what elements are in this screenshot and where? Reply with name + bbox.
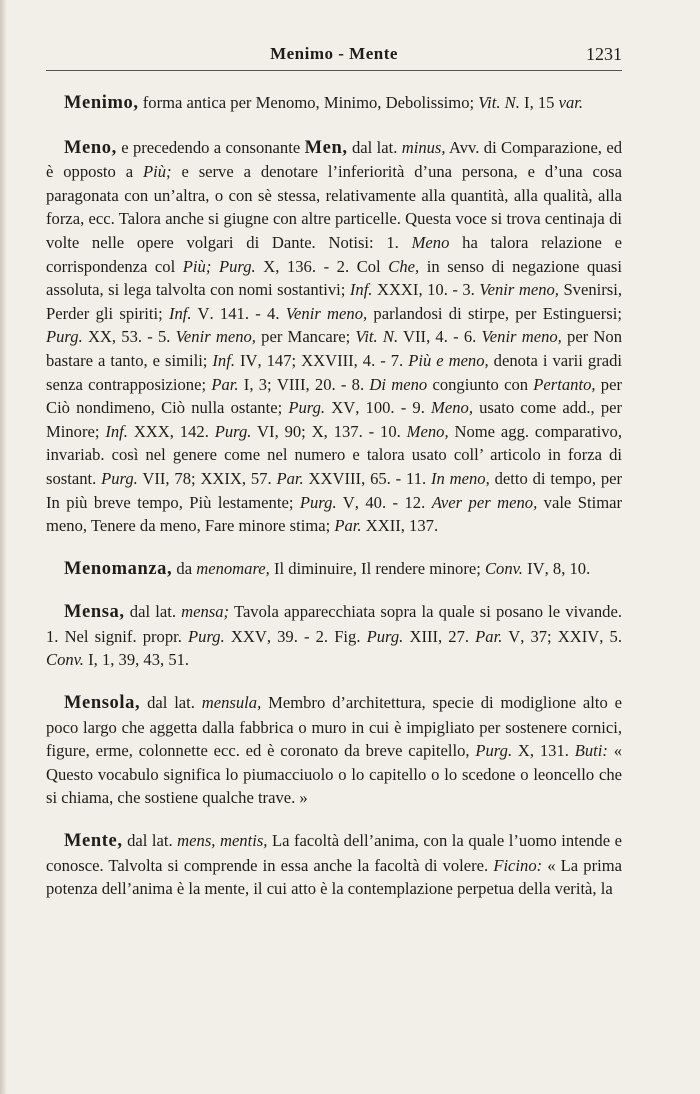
entry-headword: Mente, bbox=[64, 831, 123, 852]
body-text: per Mancare; bbox=[255, 327, 356, 347]
entry-meno bbox=[46, 136, 622, 538]
italic-text: Venir meno, bbox=[481, 327, 562, 347]
entry-mensola bbox=[46, 691, 622, 810]
roman-numeral: IV bbox=[235, 350, 258, 370]
body-text: « La prima potenza dell’anima è la mente, il cui atto è la contemplazione perpetua della verità, la bbox=[46, 855, 622, 899]
italic-text: Purg. bbox=[214, 421, 252, 441]
roman-numeral: XXII bbox=[361, 516, 401, 536]
roman-numeral: V bbox=[336, 492, 355, 512]
body-text: per Ciò nondimeno, Ciò nulla ostante; bbox=[46, 374, 622, 418]
italic-text: In meno, bbox=[430, 468, 490, 488]
body-text: dal lat. bbox=[124, 602, 182, 622]
roman-numeral: VII bbox=[398, 327, 427, 347]
italic-text: Venir meno, bbox=[175, 327, 256, 347]
body-text: , 39. - 2. Fig. bbox=[266, 626, 367, 646]
body-text: , 37; bbox=[520, 626, 558, 646]
italic-text: Purg. bbox=[101, 468, 138, 488]
roman-numeral: V bbox=[191, 303, 210, 323]
body-text: parlandosi di stirpe, per Estinguersi; bbox=[367, 303, 622, 323]
italic-text: minus, bbox=[401, 137, 446, 157]
body-text: Tavola apparecchiata sopra la quale si posano le vivande. 1. Nel signif. propr. bbox=[46, 602, 622, 646]
body-text: da bbox=[172, 558, 197, 578]
body-text: , 137. bbox=[400, 516, 439, 536]
entry-headword: Meno, bbox=[64, 137, 117, 158]
bold-variant: Men, bbox=[304, 137, 348, 158]
body-text: , 1, 39, 43, 51. bbox=[93, 650, 190, 670]
italic-text: Purg. bbox=[188, 626, 225, 646]
roman-numeral: VI bbox=[251, 421, 275, 441]
roman-numeral: V bbox=[502, 626, 521, 646]
italic-text: Ficino: bbox=[493, 855, 543, 875]
roman-numeral: XXX bbox=[127, 421, 170, 441]
body-text: , 90; bbox=[274, 421, 312, 441]
page-header bbox=[46, 0, 622, 71]
body-text: , 53. - 5. bbox=[111, 327, 176, 347]
italic-text: var. bbox=[558, 93, 584, 112]
italic-text: Par. bbox=[276, 468, 304, 488]
roman-numeral: IV bbox=[522, 558, 545, 578]
roman-numeral: XXXI bbox=[372, 280, 419, 300]
body-text: , 3; bbox=[249, 374, 277, 394]
italic-text: Purg. bbox=[288, 398, 326, 418]
italic-text: Meno, bbox=[431, 398, 473, 418]
italic-text: Inf. bbox=[105, 421, 128, 441]
italic-text: Venir meno, bbox=[285, 303, 368, 323]
body-text: per Non bastare a tanto, e simili; bbox=[46, 327, 622, 370]
body-text: , 8, 10. bbox=[544, 558, 591, 578]
roman-numeral: I bbox=[519, 93, 530, 112]
italic-text: Inf. bbox=[212, 350, 235, 370]
italic-text: Più; Purg. bbox=[182, 256, 256, 276]
roman-numeral: VII bbox=[137, 468, 166, 488]
italic-text: Inf. bbox=[349, 280, 373, 300]
body-text: congiunto con bbox=[427, 374, 534, 394]
roman-numeral: XXVIII bbox=[303, 468, 362, 488]
body-text: , 15 bbox=[529, 93, 559, 112]
entry-list bbox=[46, 91, 622, 901]
italic-text: Conv. bbox=[484, 558, 523, 578]
body-text: forma antica per Menomo, Minimo, Debolissimo; bbox=[138, 93, 479, 112]
body-text: usato come add., per Minore; bbox=[46, 398, 623, 441]
body-text: , 78; bbox=[165, 468, 201, 488]
body-text: dal lat. bbox=[140, 693, 202, 713]
roman-numeral: VIII bbox=[276, 374, 306, 394]
italic-text: Conv. bbox=[46, 650, 84, 670]
page-number: 1231 bbox=[586, 44, 622, 64]
body-text: e serve a denotare l’inferiorità d’una persona, e d’una cosa paragonata con un’altra, o con sè stessa, relativamente alla quantità, alla qualità, alla forza, ecc. Talora anche si giugne con altre particelle. Questa voce si trova centinaja di volte nelle opere volgari di Dante. Notisi: 1. bbox=[46, 162, 622, 252]
body-text: , 147; bbox=[257, 350, 302, 370]
italic-text: Par. bbox=[334, 516, 362, 536]
body-text: detto di tempo, per In più breve tempo, Più lestamente; bbox=[46, 468, 623, 512]
italic-text: Meno, bbox=[406, 421, 449, 441]
italic-text: Buti: bbox=[574, 741, 608, 761]
italic-text: Purg. bbox=[46, 327, 83, 347]
roman-numeral: XX bbox=[82, 327, 112, 347]
body-text: « Questo vocabulo significa lo piumacciuolo o lo capitello o lo scedone o leoncello che si chiama, che sostiene qualche trave. » bbox=[46, 741, 623, 808]
body-text: , 136. - 2. Col bbox=[275, 256, 389, 276]
body-text: Svenirsi, Perder gli spiriti; bbox=[46, 280, 622, 323]
body-text: , 10. - 3. bbox=[418, 280, 480, 300]
body-text: e precedendo a consonante bbox=[116, 137, 305, 157]
body-text: in senso di negazione quasi assoluta, si lega talvolta con nomi sostantivi; bbox=[46, 256, 622, 300]
page-spine-shadow bbox=[0, 0, 7, 1094]
roman-numeral: I bbox=[238, 374, 250, 394]
italic-text: mens, mentis, bbox=[177, 831, 268, 851]
body-text: Avv. di Comparazione, ed è opposto a bbox=[46, 137, 622, 182]
body-text: , 5. bbox=[599, 626, 622, 646]
italic-text: Purg. bbox=[366, 626, 404, 646]
entry-headword: Menomanza, bbox=[64, 558, 173, 579]
italic-text: Purg. bbox=[475, 741, 513, 761]
body-text: ha talora relazione e corrispondenza col bbox=[46, 232, 622, 276]
roman-numeral: XXV bbox=[224, 626, 267, 646]
entry-headword: Menimo, bbox=[64, 93, 139, 113]
body-text: Il diminuire, Il rendere minore; bbox=[269, 558, 485, 578]
body-text: , 137. - 10. bbox=[323, 421, 407, 441]
roman-numeral: XXIX bbox=[200, 468, 242, 488]
italic-text: Purg. bbox=[299, 492, 337, 512]
italic-text: Venir meno, bbox=[479, 280, 559, 300]
body-text: , 4. - 7. bbox=[353, 350, 409, 370]
entry-menimo bbox=[46, 91, 622, 116]
entry-mensa bbox=[46, 600, 622, 672]
italic-text: Pertanto, bbox=[533, 374, 596, 394]
running-title: Menimo - Mente bbox=[270, 44, 398, 63]
italic-text: Più; bbox=[142, 162, 172, 182]
body-text: , 65. - 11. bbox=[361, 468, 431, 488]
italic-text: Vit. N. bbox=[355, 327, 399, 347]
italic-text: Par. bbox=[211, 374, 239, 394]
italic-text: mensa; bbox=[181, 602, 230, 622]
body-text: Membro d’architettura, specie di modiglione alto e poco largo che aggetta dalla fabbrica o muro in cui è impigliato per sostenere cornici, figure, erme, colonnette ecc. ed è coronato da breve capitello, bbox=[46, 693, 623, 761]
roman-numeral: X bbox=[255, 256, 276, 276]
body-text: , 142. bbox=[169, 421, 215, 441]
italic-text: Par. bbox=[475, 626, 503, 646]
italic-text: Inf. bbox=[168, 303, 192, 323]
body-text: dal lat. bbox=[347, 137, 402, 157]
italic-text: Più e meno, bbox=[408, 350, 489, 370]
italic-text: Vit. N. bbox=[478, 93, 520, 112]
italic-text: Meno bbox=[411, 232, 450, 252]
roman-numeral: I bbox=[83, 650, 94, 670]
body-text: , 131. bbox=[529, 741, 575, 761]
italic-text: Che, bbox=[388, 256, 420, 276]
dictionary-page bbox=[46, 0, 622, 901]
italic-text: Aver per meno, bbox=[431, 492, 538, 512]
body-text: vale Stimar meno, Tenere da meno, Fare minore stima; bbox=[46, 492, 622, 536]
roman-numeral: X bbox=[311, 421, 324, 441]
entry-menomanza bbox=[46, 557, 622, 582]
body-text: . 141. - 4. bbox=[209, 303, 286, 323]
roman-numeral: XIII bbox=[403, 626, 439, 646]
body-text: denota i varii gradi senza contrapposizione; bbox=[46, 350, 622, 394]
entry-headword: Mensola, bbox=[64, 693, 141, 714]
body-text: Nome agg. comparativo, invariab. così nel genere come nel numero e talora usato coll’ articolo in forza di sostant. bbox=[46, 421, 622, 488]
body-text: La facoltà dell’anima, con la quale l’uomo intende e conosce. Talvolta si comprende in essa anche la facoltà di volere. bbox=[46, 831, 622, 875]
roman-numeral: XV bbox=[325, 398, 356, 418]
roman-numeral: XXIV bbox=[557, 626, 600, 646]
body-text: dal lat. bbox=[122, 831, 178, 851]
body-text: , 20. - 8. bbox=[305, 374, 370, 394]
body-text: , 27. bbox=[438, 626, 476, 646]
roman-numeral: XXVIII bbox=[301, 350, 354, 370]
italic-text: Di meno bbox=[369, 374, 428, 394]
entry-mente bbox=[46, 829, 622, 901]
italic-text: menomare, bbox=[196, 558, 270, 578]
body-text: , 100. - 9. bbox=[355, 398, 432, 418]
body-text: , 4. - 6. bbox=[426, 327, 482, 347]
roman-numeral: X bbox=[512, 741, 530, 761]
italic-text: mensula, bbox=[201, 693, 262, 713]
body-text: , 57. bbox=[241, 468, 277, 488]
entry-headword: Mensa, bbox=[64, 602, 125, 623]
body-text: , 40. - 12. bbox=[354, 492, 432, 512]
